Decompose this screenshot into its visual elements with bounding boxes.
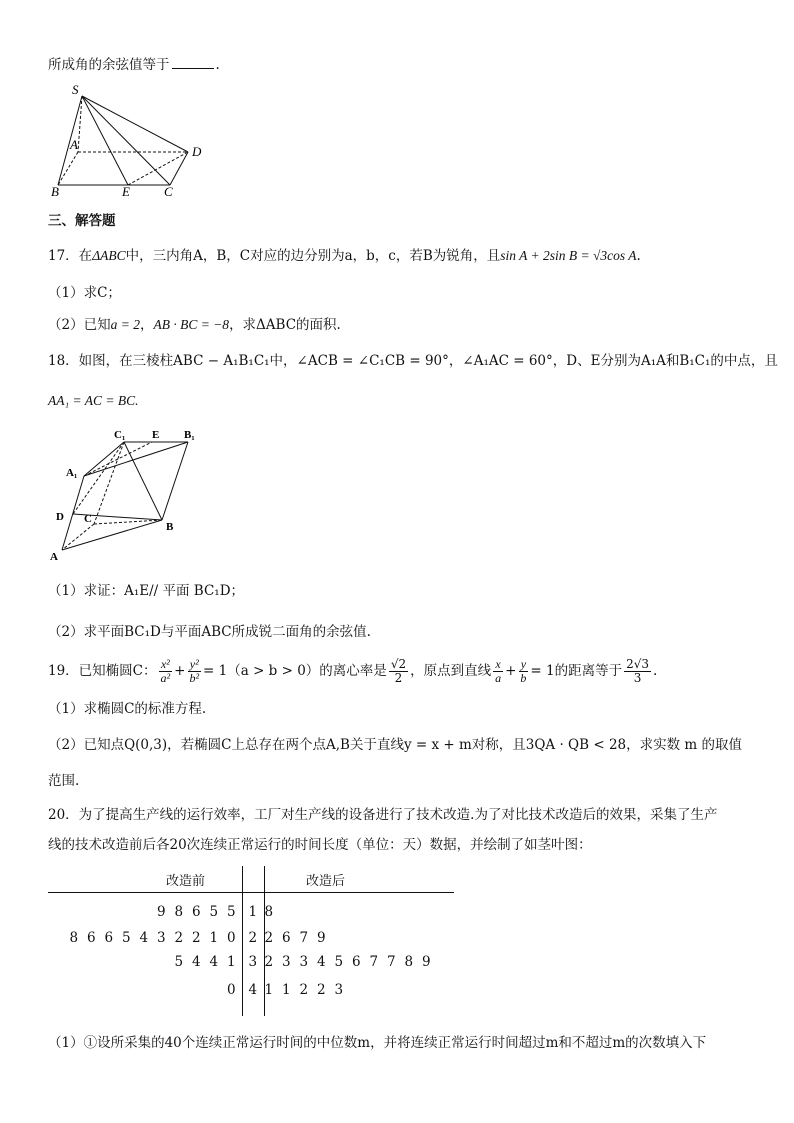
leaf-after: 5 <box>334 954 344 970</box>
leaf-before: 8 <box>174 904 184 920</box>
label-D: D <box>192 144 202 159</box>
q19-part2-cont: 范围. <box>48 773 80 789</box>
q20-stem-1: 20．为了提高生产线的运行效率，工厂对生产线的设备进行了技术改造.为了对比技术改造后的效果，采集了生产 <box>48 807 718 823</box>
leaf-before: 6 <box>191 904 201 920</box>
label-C1: C₁ <box>114 429 126 441</box>
label-C: C <box>164 184 173 199</box>
leaf-before: 5 <box>209 904 219 920</box>
stem: 3 <box>248 954 258 970</box>
q18-stem-1: 18．如图，在三棱柱ABC − A₁B₁C₁中，∠ACB = ∠C₁CB = 90°，∠A₁AC = 60°，D、E分别为A₁A和B₁C₁的中点，且 <box>48 353 778 369</box>
leaf-before: 5 <box>121 930 131 946</box>
q17-stem: 17．在ΔABC中，三内角A，B，C对应的边分别为a，b，c，若B为锐角，且sin A + 2sin B = √3cos A. <box>48 248 641 264</box>
leaf-before: 4 <box>191 954 201 970</box>
leaf-before: 6 <box>104 930 114 946</box>
q18-part1: （1）求证：A₁E// 平面 BC₁D； <box>48 583 245 599</box>
leaf-after: 3 <box>281 954 291 970</box>
leaf-after: 6 <box>281 930 291 946</box>
leaf-before: 4 <box>209 954 219 970</box>
leaf-before: 1 <box>226 954 236 970</box>
q19-part2: （2）已知点Q(0,3)，若椭圆C上总存在两个点A,B关于直线y = x + m对称，且3QA · QB < 28，求实数 m 的取值 <box>48 737 743 753</box>
leaf-after: 8 <box>404 954 414 970</box>
stem: 1 <box>248 904 258 920</box>
stem-leaf-plot <box>48 866 468 1016</box>
leaf-after: 9 <box>421 954 431 970</box>
label-B: B <box>166 521 174 533</box>
q19-part1: （1）求椭圆C的标准方程. <box>48 701 207 717</box>
q18-part2: （2）求平面BC₁D与平面ABC所成锐二面角的余弦值. <box>48 624 371 640</box>
q18-stem-2: AA₁ = AC = BC. <box>48 393 139 408</box>
leaf-after: 2 <box>316 982 326 998</box>
label-A: A <box>70 137 78 152</box>
answer-blank <box>172 56 214 69</box>
header-before: 改造前 <box>166 874 206 889</box>
leaf-after: 9 <box>316 930 326 946</box>
stem-row <box>48 954 454 974</box>
leaf-before: 1 <box>209 930 219 946</box>
q20-part1: （1）①设所采集的40个连续正常运行时间的中位数m，并将连续正常运行时间超过m和不超过m的次数填入下 <box>48 1035 707 1051</box>
leaf-after: 7 <box>369 954 379 970</box>
label-A: A <box>50 551 58 563</box>
header-after: 改造后 <box>306 874 346 889</box>
stem-row <box>48 982 454 1002</box>
leaf-before: 0 <box>226 982 236 998</box>
leaf-after: 3 <box>334 982 344 998</box>
header-divider <box>48 892 454 893</box>
leaf-after: 8 <box>264 904 274 920</box>
leaf-after: 2 <box>264 954 274 970</box>
leaf-after: 7 <box>386 954 396 970</box>
stem-row <box>48 904 454 924</box>
leaf-after: 2 <box>299 982 309 998</box>
leaf-before: 6 <box>86 930 96 946</box>
leaf-before: 3 <box>156 930 166 946</box>
stem: 4 <box>248 982 258 998</box>
q20-stem-2: 线的技术改造前后各20次连续正常运行的时间长度（单位：天）数据，并绘制了如茎叶图： <box>48 837 592 853</box>
figure-prism <box>48 428 218 566</box>
leaf-before: 4 <box>139 930 149 946</box>
section-title: 三、解答题 <box>48 213 116 229</box>
leaf-after: 4 <box>316 954 326 970</box>
q16-tail: 所成角的余弦值等于 . <box>48 57 220 73</box>
leaf-after: 2 <box>264 930 274 946</box>
leaf-before: 2 <box>191 930 201 946</box>
leaf-before: 5 <box>174 954 184 970</box>
label-E: E <box>122 184 130 199</box>
leaf-after: 7 <box>299 930 309 946</box>
label-B1: B₁ <box>184 429 195 441</box>
label-D: D <box>56 511 64 523</box>
stem-row <box>48 930 454 950</box>
q17-part1: （1）求C； <box>48 285 121 301</box>
leaf-before: 9 <box>156 904 166 920</box>
q17-part2: （2）已知a = 2，AB · BC = −8，求ΔABC的面积. <box>48 317 341 333</box>
leaf-before: 5 <box>226 904 236 920</box>
label-E: E <box>152 429 160 441</box>
leaf-after: 3 <box>299 954 309 970</box>
leaf-before: 2 <box>174 930 184 946</box>
leaf-before: 0 <box>226 930 236 946</box>
leaf-before: 8 <box>69 930 79 946</box>
stem: 2 <box>248 930 258 946</box>
label-C: C <box>84 513 92 525</box>
leaf-after: 1 <box>264 982 274 998</box>
label-B: B <box>51 184 59 199</box>
q19-stem: 19．已知椭圆C： $\frac{\text{x²}}{\text{a²}}$ + $\frac{\text{y²}}{\text{b²}}$ = 1（a > b > 0）的离心率是 $\frac{√2}{2}$ ，原点到直线 $\frac{x}{a}$ + $\frac{y}{b}$ = 1的距离等于 $\frac{2√3}{3}$ . <box>48 657 658 685</box>
label-A1: A₁ <box>66 467 78 479</box>
figure-pyramid <box>48 82 218 200</box>
leaf-after: 1 <box>281 982 291 998</box>
label-S: S <box>72 82 79 97</box>
leaf-after: 6 <box>351 954 361 970</box>
